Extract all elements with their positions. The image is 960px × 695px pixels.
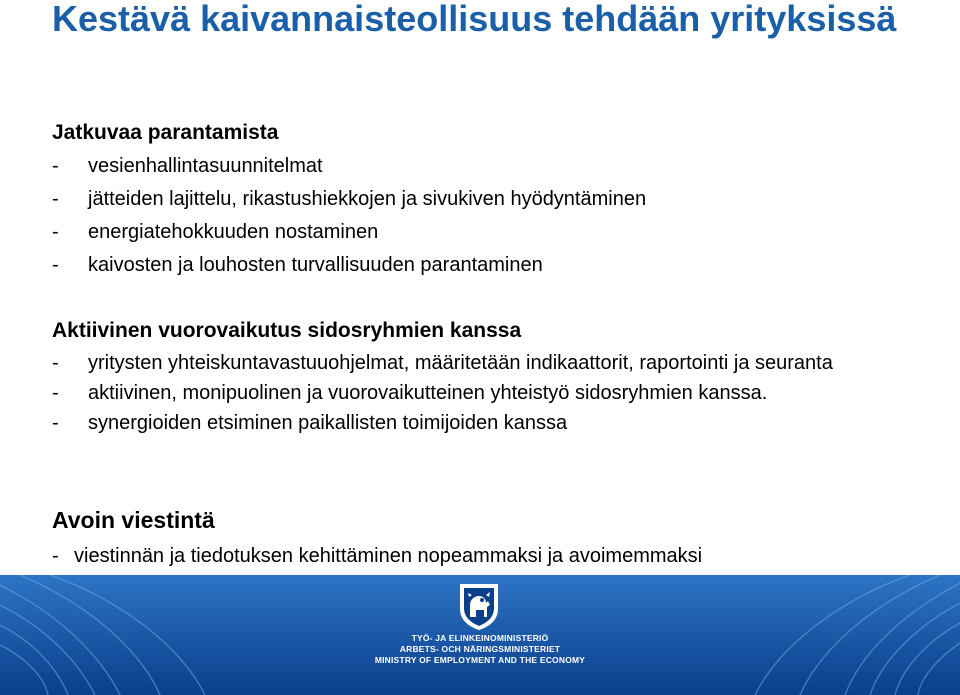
list-item xyxy=(52,249,932,282)
ministry-name-sv: ARBETS- OCH NÄRINGSMINISTERIET xyxy=(399,644,561,654)
bullet-dash: - xyxy=(52,352,59,374)
list-item xyxy=(52,408,932,438)
section-jatkuvaa-parantamista xyxy=(52,120,932,282)
bullet-dash: - xyxy=(52,188,59,210)
section-aktiivinen-vuorovaikutus xyxy=(52,318,932,438)
section-avoin-viestinta xyxy=(52,506,932,573)
bullet-dash: - xyxy=(52,221,59,243)
section-heading: Avoin viestintä xyxy=(52,507,215,533)
ministry-name-fi: TYÖ- JA ELINKEINOMINISTERIÖ xyxy=(411,633,549,643)
ministry-name-block xyxy=(370,633,590,666)
bullet-list xyxy=(52,150,932,282)
bullet-list xyxy=(52,348,932,438)
bullet-dash: - xyxy=(52,155,59,177)
list-item-text: vesienhallintasuunnitelmat xyxy=(88,155,323,177)
section-heading: Aktiivinen vuorovaikutus sidosryhmien kanssa xyxy=(52,319,522,342)
ministry-name-en: MINISTRY OF EMPLOYMENT AND THE ECONOMY xyxy=(374,655,586,665)
bullet-dash: - xyxy=(52,382,59,404)
list-item-text: viestinnän ja tiedotuksen kehittäminen nopeammaksi ja avoimemmaksi xyxy=(74,545,703,567)
list-item-text: jätteiden lajittelu, rikastushiekkojen ja sivukiven hyödyntäminen xyxy=(88,188,647,210)
list-item-text: synergioiden etsiminen paikallisten toimijoiden kanssa xyxy=(88,412,568,434)
list-item-text: yritysten yhteiskuntavastuuohjelmat, määritetään indikaattorit, raportointi ja seuranta xyxy=(88,352,833,374)
page-title: Kestävä kaivannaisteollisuus tehdään yrityksissä xyxy=(52,0,897,39)
list-item xyxy=(52,216,932,249)
bullet-dash: - xyxy=(52,545,59,567)
list-item xyxy=(52,150,932,183)
list-item-text: energiatehokkuuden nostaminen xyxy=(88,221,379,243)
list-item xyxy=(52,183,932,216)
footer-banner xyxy=(0,575,960,695)
list-item xyxy=(52,540,932,573)
bullet-list xyxy=(52,540,932,573)
list-item xyxy=(52,348,932,378)
bullet-dash: - xyxy=(52,254,59,276)
finnish-lion-crest-icon xyxy=(457,581,501,631)
list-item-text: aktiivinen, monipuolinen ja vuorovaikutteinen yhteistyö sidosryhmien kanssa. xyxy=(88,382,768,404)
list-item-text: kaivosten ja louhosten turvallisuuden parantaminen xyxy=(88,254,543,276)
section-heading: Jatkuvaa parantamista xyxy=(52,121,279,144)
list-item xyxy=(52,378,932,408)
bullet-dash: - xyxy=(52,412,59,434)
